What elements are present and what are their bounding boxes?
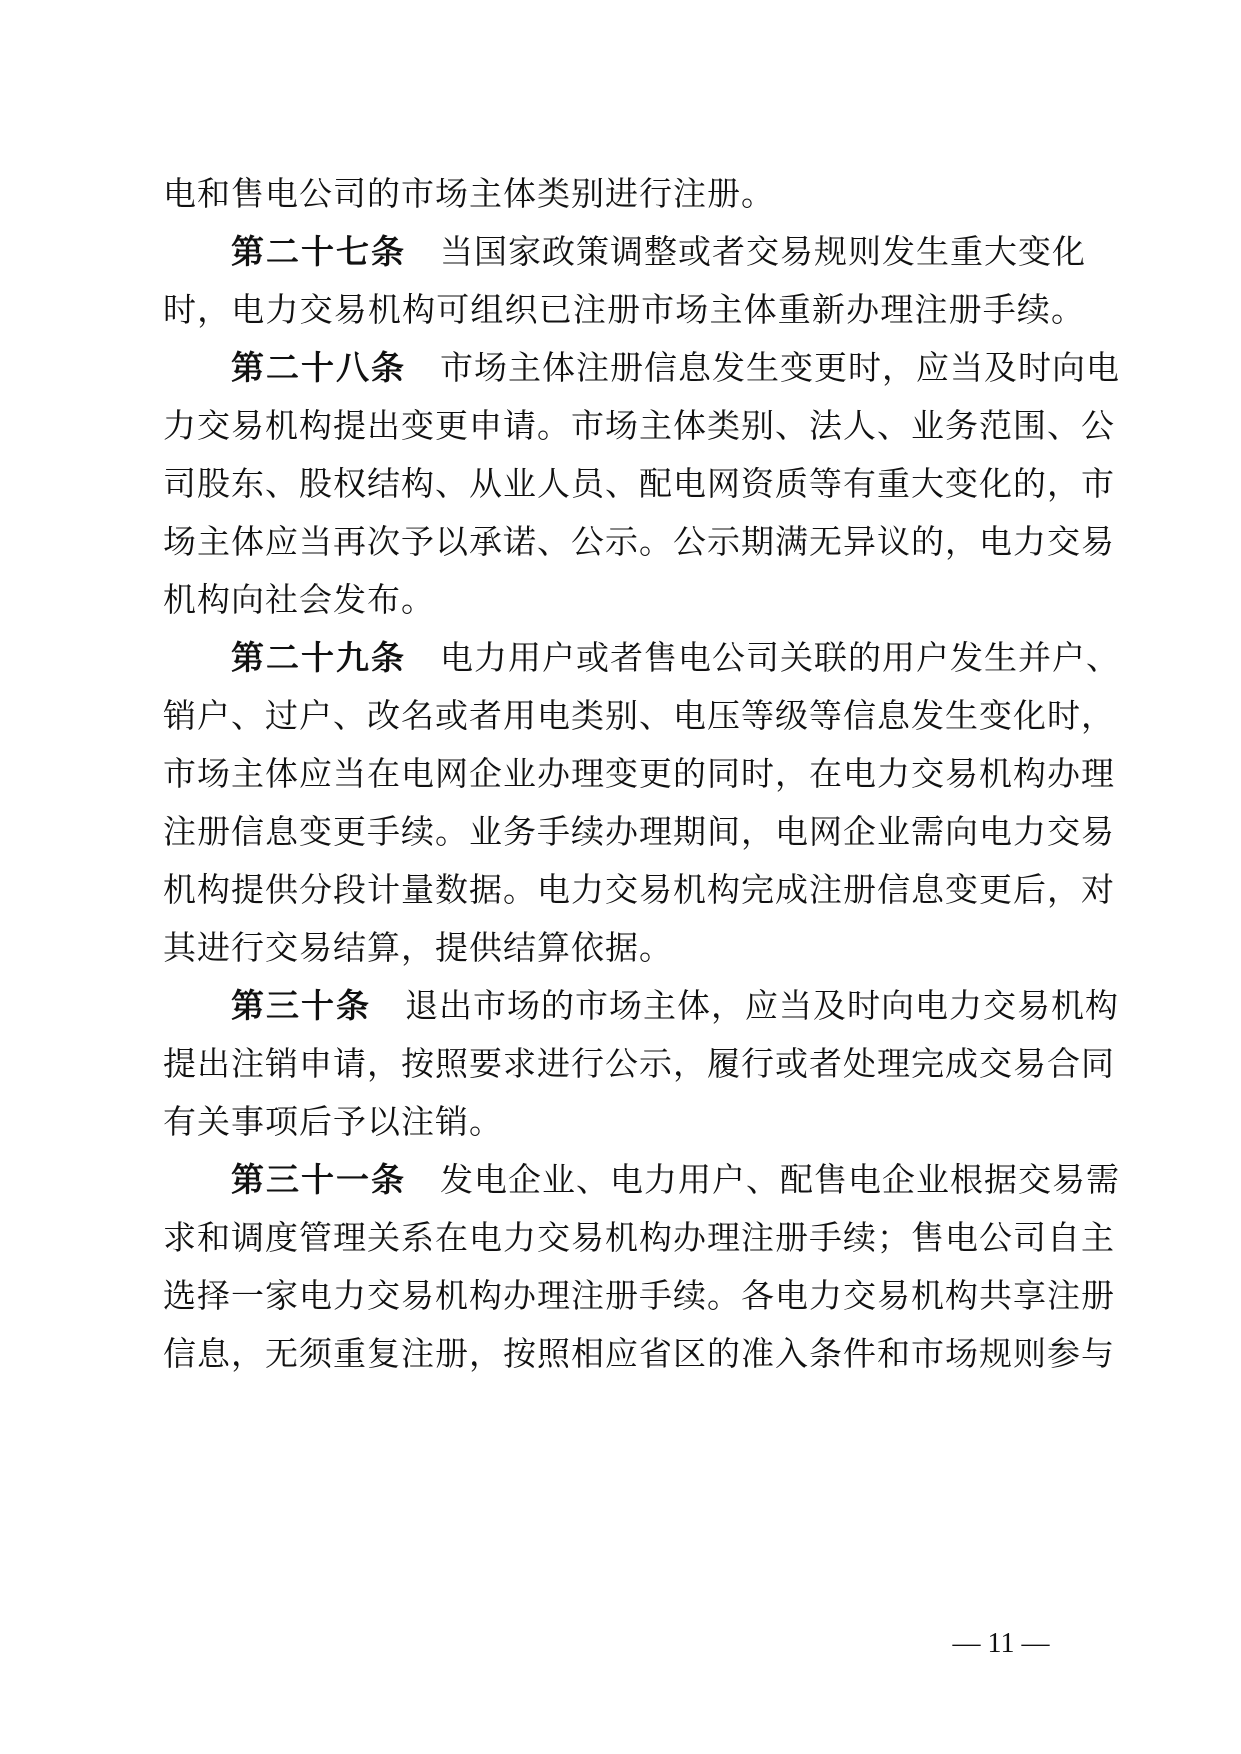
article-heading: 第二十八条 — [231, 348, 406, 387]
text-line — [163, 290, 1085, 330]
text-line — [163, 812, 1115, 852]
text-line — [163, 580, 1085, 620]
article-line — [231, 1160, 1120, 1200]
line-text: 发电企业、电力用户、配售电企业根据交易需 — [440, 1160, 1120, 1199]
line-text: 提出注销申请，按照要求进行公示，履行或者处理完成交易合同 — [163, 1044, 1115, 1083]
line-text: 电力用户或者售电公司关联的用户发生并户、 — [440, 638, 1120, 677]
article-heading: 第二十九条 — [231, 638, 406, 677]
text-line — [163, 522, 1115, 562]
text-line — [163, 696, 1115, 736]
line-text: 选择一家电力交易机构办理注册手续。各电力交易机构共享注册 — [163, 1276, 1115, 1315]
text-line — [163, 870, 1115, 910]
line-text: 市场主体注册信息发生变更时，应当及时向电 — [440, 348, 1120, 387]
line-text: 电和售电公司的市场主体类别进行注册。 — [163, 174, 775, 213]
line-text: 机构提供分段计量数据。电力交易机构完成注册信息变更后，对 — [163, 870, 1115, 909]
text-line — [163, 1218, 1115, 1258]
line-text: 注册信息变更手续。业务手续办理期间，电网企业需向电力交易 — [163, 812, 1115, 851]
line-text: 力交易机构提出变更申请。市场主体类别、法人、业务范围、公 — [163, 406, 1115, 445]
line-text: 时，电力交易机构可组织已注册市场主体重新办理注册手续。 — [163, 290, 1085, 329]
article-line — [231, 986, 1119, 1026]
article-line — [231, 232, 1085, 272]
article-line — [231, 348, 1120, 388]
line-text: 信息，无须重复注册，按照相应省区的准入条件和市场规则参与 — [163, 1334, 1115, 1373]
line-text: 求和调度管理关系在电力交易机构办理注册手续；售电公司自主 — [163, 1218, 1115, 1257]
text-line — [163, 1102, 1085, 1142]
text-line — [163, 754, 1115, 794]
line-text: 场主体应当再次予以承诺、公示。公示期满无异议的，电力交易 — [163, 522, 1115, 561]
page-number: — 11 — — [952, 1628, 1050, 1659]
text-line — [163, 1276, 1115, 1316]
text-line — [163, 1334, 1115, 1374]
line-text: 当国家政策调整或者交易规则发生重大变化 — [440, 232, 1086, 271]
line-text: 销户、过户、改名或者用电类别、电压等级等信息发生变化时， — [163, 696, 1115, 735]
text-line — [163, 464, 1115, 504]
line-text: 司股东、股权结构、从业人员、配电网资质等有重大变化的，市 — [163, 464, 1115, 503]
line-text: 退出市场的市场主体，应当及时向电力交易机构 — [405, 986, 1119, 1025]
line-text: 其进行交易结算，提供结算依据。 — [163, 928, 673, 967]
line-text: 机构向社会发布。 — [163, 580, 435, 619]
text-line — [163, 1044, 1115, 1084]
article-line — [231, 638, 1120, 678]
text-line — [163, 928, 1085, 968]
article-heading: 第二十七条 — [231, 232, 406, 271]
article-heading: 第三十条 — [231, 986, 371, 1025]
line-text: 市场主体应当在电网企业办理变更的同时，在电力交易机构办理 — [163, 754, 1115, 793]
text-line — [163, 406, 1115, 446]
line-text: 有关事项后予以注销。 — [163, 1102, 503, 1141]
article-heading: 第三十一条 — [231, 1160, 406, 1199]
text-line — [163, 174, 1085, 214]
